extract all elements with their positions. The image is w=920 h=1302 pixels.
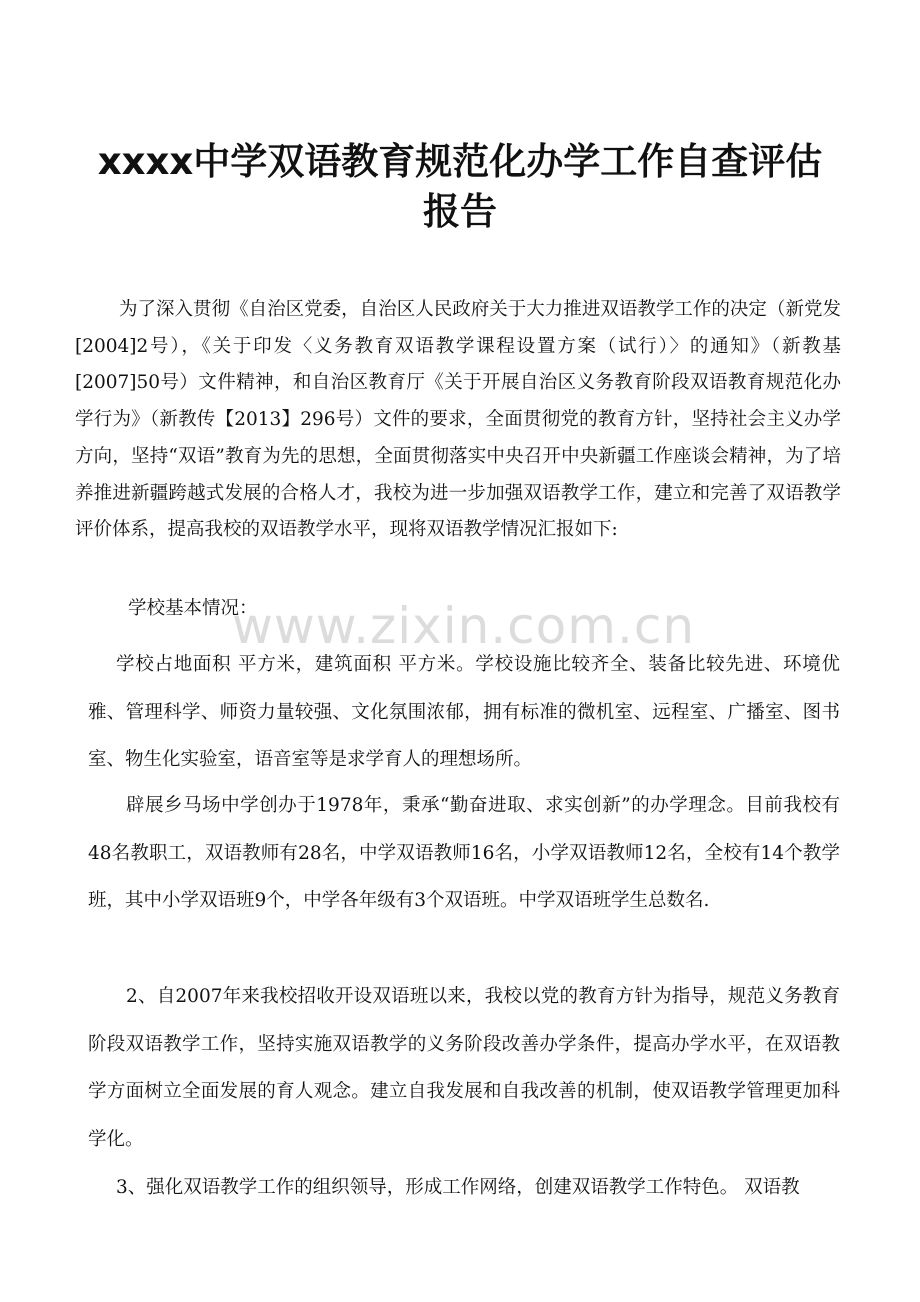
document-title-line-2: 报告 [423, 190, 497, 233]
paragraph-school-history: 辟展乡马场中学创办于1978年，秉承“勤奋进取、求实创新”的办学理念。目前我校有48名教职工，双语教师有28名，中学双语教师16名，小学双语教师12名，全校有14个教学班，其中小学双语班9个，中学各年级有3个双语班。中学双语班学生总数名. [88, 795, 840, 911]
paragraph-section-2: 2、自2007年来我校招收开设双语班以来，我校以党的教育方针为指导，规范义务教育阶段双语教学工作，坚持实施双语教学的义务阶段改善办学条件，提高办学水平，在双语教学方面树立全面发展的育人观念。建立自我发展和自我改善的机制，使双语教学管理更加科学化。 [88, 986, 840, 1150]
paragraph-section-3: 3、强化双语教学工作的组织领导，形成工作网络，创建双语教学工作特色。 双语教 [116, 1177, 800, 1198]
paragraph-intro: 为了深入贯彻《自治区党委，自治区人民政府关于大力推进双语教学工作的决定（新党发[2004]2号），《关于印发〈义务教育双语教学课程设置方案（试行）〉的通知》（新教基[2007]50号）文件精神，和自治区教育厅《关于开展自治区义务教育阶段双语教育规范化办学行为》（新教传【2013】296号）文件的要求，全面贯彻党的教育方针，坚持社会主义办学方向，坚持“双语”教育为先的思想，全面贯彻落实中央召开中央新疆工作座谈会精神，为了培养推进新疆跨越式发展的合格人才，我校为进一步加强双语教学工作，建立和完善了双语教学评价体系，提高我校的双语教学水平，现将双语教学情况汇报如下: [75, 299, 841, 541]
document-title-line-1: xxxx中学双语教育规范化办学工作自查评估 [97, 140, 823, 183]
paragraph-basic-info-heading: 学校基本情况： [128, 598, 258, 619]
watermark: www.zixin.com.cn [232, 597, 696, 655]
paragraph-school-facilities: 学校占地面积 平方米，建筑面积 平方米。学校设施比较齐全、装备比较先进、环境优雅、管理科学、师资力量较强、文化氛围浓郁，拥有标准的微机室、远程室、广播室、图书室、物生化实验室，语音室等是求学育人的理想场所。 [88, 654, 840, 770]
